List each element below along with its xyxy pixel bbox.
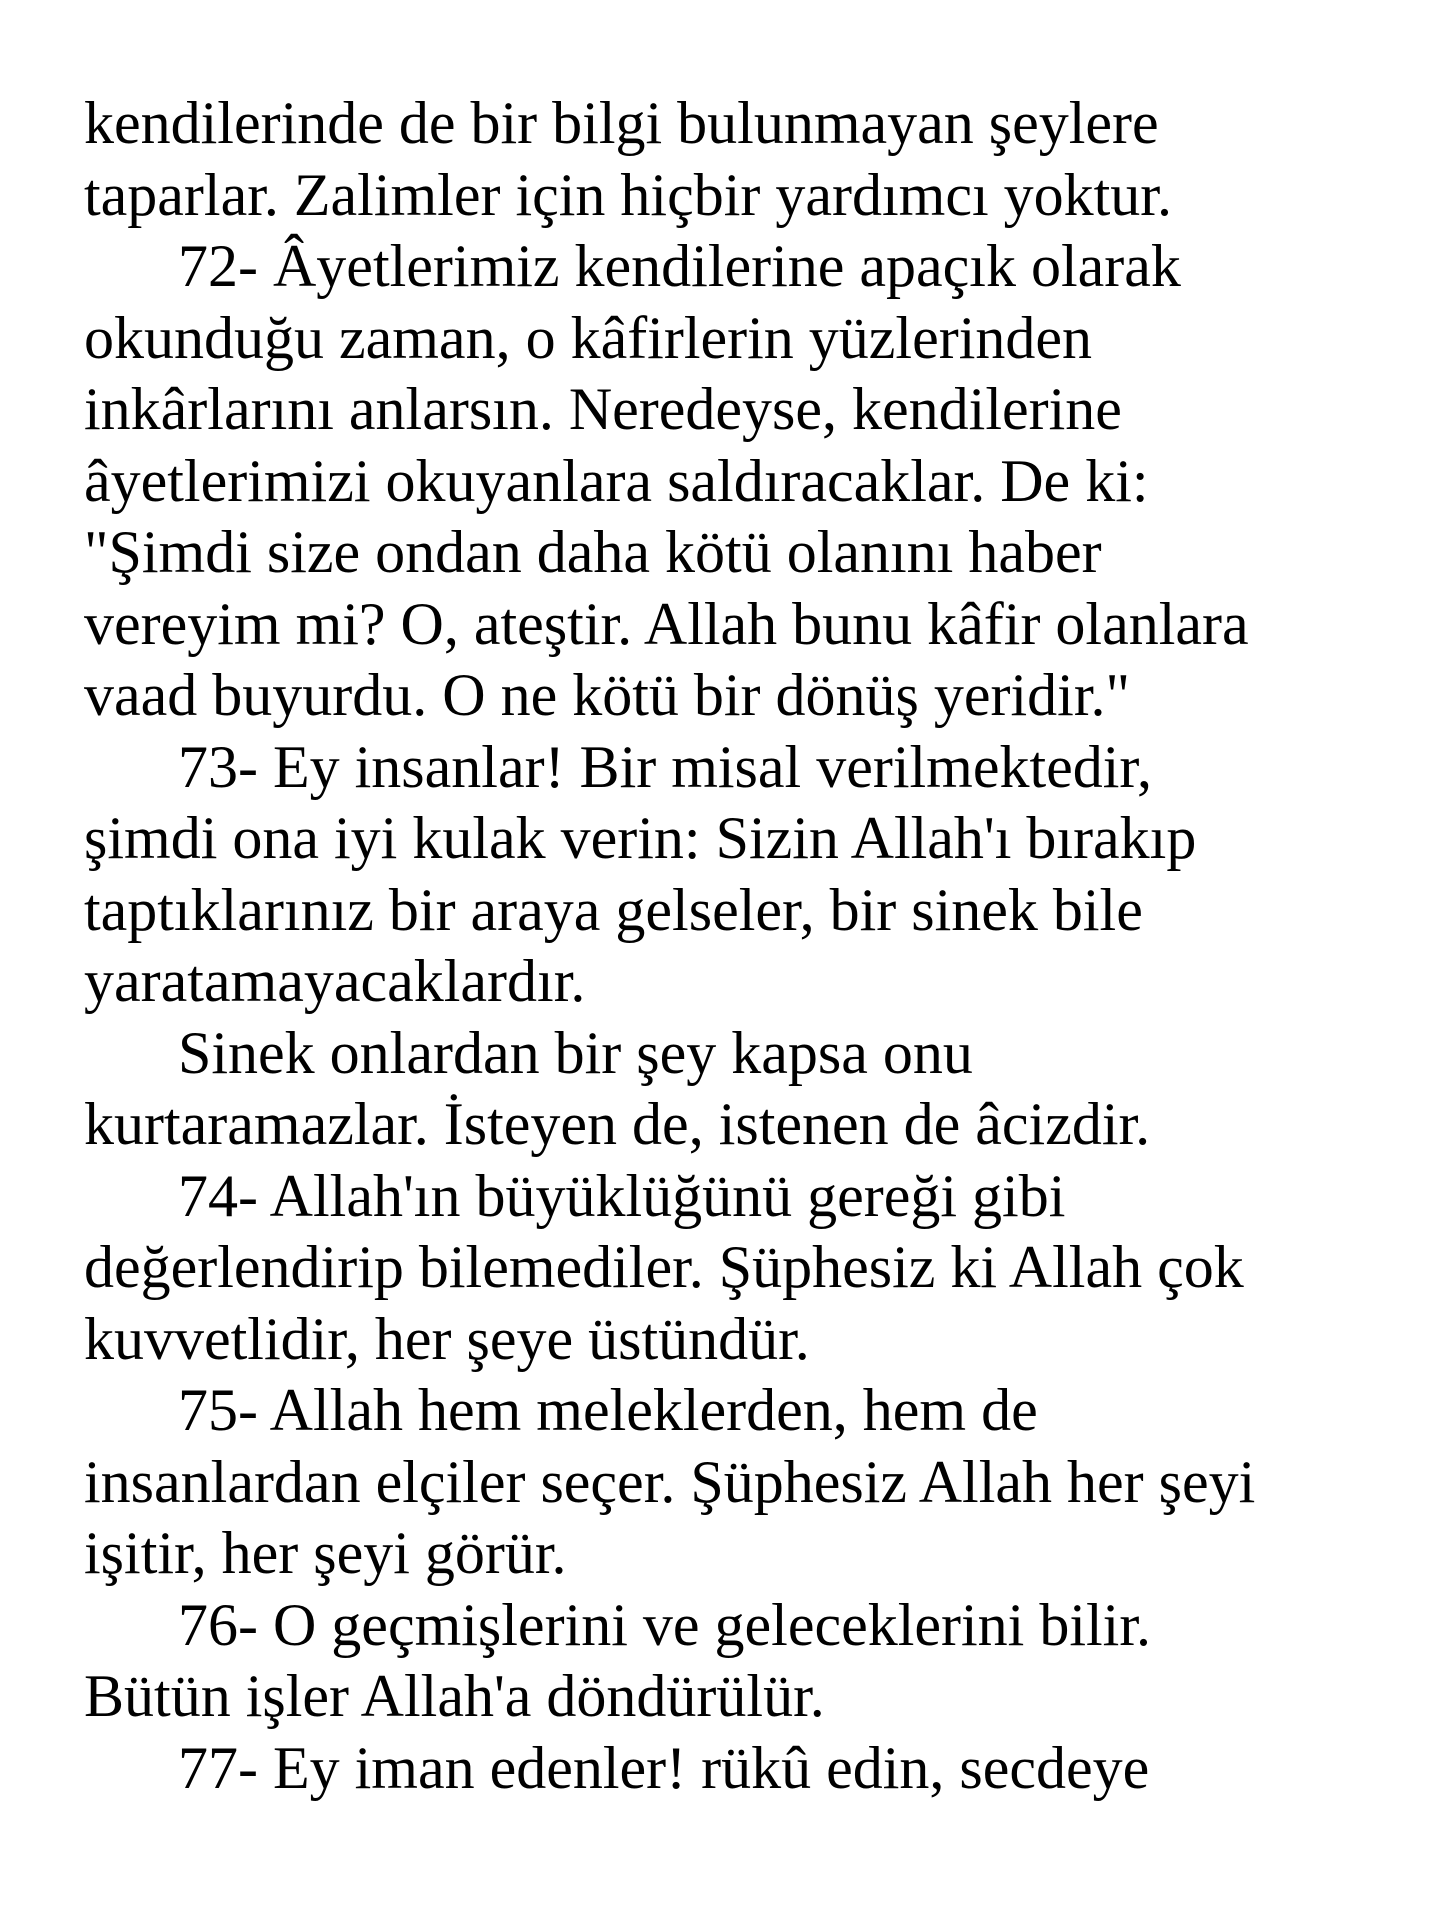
verse-76-start-line: 76- O geçmişlerini ve geleceklerini bilir.: [178, 1591, 1152, 1658]
text-line: değerlendirip bilemediler. Şüphesiz ki Allah çok: [84, 1234, 1244, 1300]
verse-73-start-line: 73- Ey insanlar! Bir misal verilmektedir,: [178, 733, 1153, 800]
text-line: Bütün işler Allah'a döndürülür.: [84, 1663, 825, 1729]
verse-72-start-line: 72- Âyetlerimiz kendilerine apaçık olarak: [178, 233, 1181, 299]
text-line: insanlardan elçiler seçer. Şüphesiz Allah her şeyi: [84, 1448, 1256, 1515]
text-line: işitir, her şeyi görür.: [84, 1520, 567, 1586]
text-line: taparlar. Zalimler için hiçbir yardımcı yoktur.: [84, 161, 1172, 228]
verse-77-start-line: 77- Ey iman edenler! rükû edin, secdeye: [178, 1734, 1150, 1801]
text-line: "Şimdi size ondan daha kötü olanını haber: [84, 519, 1102, 585]
paragraph-start-line: Sinek onlardan bir şey kapsa onu: [178, 1019, 973, 1086]
text-line: kendilerinde de bir bilgi bulunmayan şeylere: [84, 90, 1159, 156]
verse-75-start-line: 75- Allah hem meleklerden, hem de: [178, 1377, 1038, 1443]
text-line: yaratamayacaklardır.: [84, 948, 586, 1014]
verse-74-start-line: 74- Allah'ın büyüklüğünü gereği gibi: [178, 1162, 1066, 1229]
text-line: âyetlerimizi okuyanlara saldıracaklar. De ki:: [84, 447, 1149, 514]
text-line: okunduğu zaman, o kâfirlerin yüzlerinden: [84, 304, 1092, 371]
text-line: şimdi ona iyi kulak verin: Sizin Allah'ı bırakıp: [84, 805, 1197, 871]
text-line: taptıklarınız bir araya gelseler, bir sinek bile: [84, 876, 1143, 943]
text-line: kuvvetlidir, her şeye üstündür.: [84, 1305, 810, 1372]
text-line: inkârlarını anlarsın. Neredeyse, kendilerine: [84, 376, 1122, 442]
text-line: vereyim mi? O, ateştir. Allah bunu kâfir olanlara: [84, 590, 1249, 657]
text-line: kurtaramazlar. İsteyen de, istenen de âcizdir.: [84, 1091, 1151, 1157]
text-line: vaad buyurdu. O ne kötü bir dönüş yeridir.": [84, 662, 1130, 728]
page-body-text: [84, 88, 1404, 1804]
